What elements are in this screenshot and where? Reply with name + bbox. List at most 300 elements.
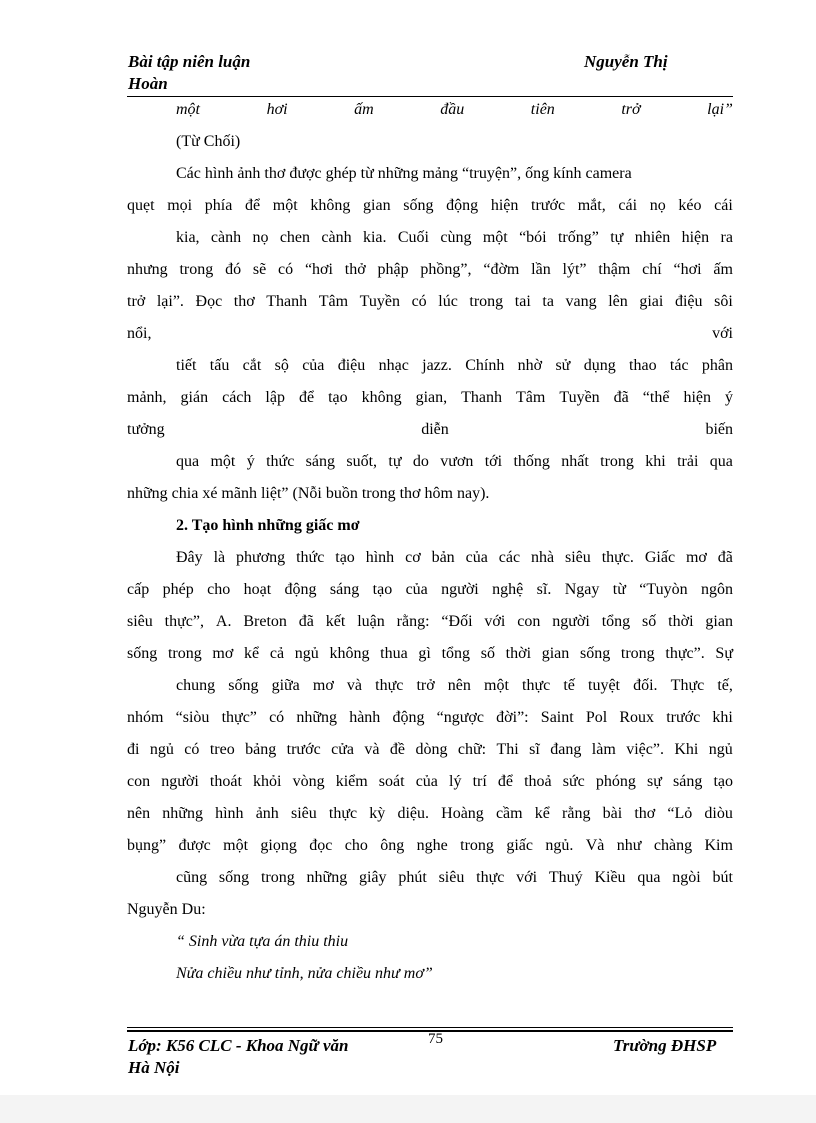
word: tai	[514, 293, 531, 310]
word: được	[178, 837, 211, 854]
text-line	[127, 292, 733, 312]
word: không	[329, 645, 370, 662]
word: tạo	[328, 389, 348, 406]
word: suốt,	[346, 453, 378, 470]
word: Sự	[715, 645, 733, 662]
word: Tâm	[318, 293, 349, 310]
text-line	[127, 836, 733, 856]
word: thực	[476, 869, 505, 886]
word: hiện	[490, 197, 519, 214]
word: “bói	[519, 229, 547, 246]
word: nên	[447, 677, 471, 694]
word: khỏi	[253, 773, 282, 790]
word: những	[296, 709, 338, 726]
page-bottom-band	[0, 1095, 816, 1123]
word: đời”:	[496, 709, 529, 726]
word: ngòi	[672, 869, 701, 886]
word: việc”.	[626, 741, 664, 758]
text-line	[127, 388, 733, 408]
word: sộ	[274, 357, 289, 374]
text-line	[127, 804, 733, 824]
word: “ngược	[436, 709, 484, 726]
word: mơ	[312, 677, 334, 694]
word: Các hình ảnh thơ được ghép từ những mảng “truyện”, ống kính camera	[176, 165, 632, 182]
text-line	[127, 324, 733, 344]
word: Kim	[704, 837, 733, 854]
word: để	[298, 389, 315, 406]
word: “thể	[642, 389, 670, 406]
word: Pol	[585, 709, 608, 726]
word: bài	[602, 805, 623, 822]
word: chen	[279, 229, 311, 246]
word: thua	[380, 645, 408, 662]
word: chí	[642, 261, 662, 278]
word: tạo	[713, 773, 733, 790]
word: người	[552, 613, 590, 630]
word: đã	[717, 549, 733, 566]
word: các	[498, 549, 521, 566]
word: không	[361, 389, 402, 406]
word: ngủ.	[545, 837, 574, 854]
word: điệu	[337, 357, 366, 374]
word: đề	[389, 741, 406, 758]
word: phồng”,	[420, 261, 472, 278]
word: bụng”	[127, 837, 167, 854]
word: Ngay	[564, 581, 600, 598]
word: sẽ	[252, 261, 267, 278]
word: cách	[222, 389, 252, 406]
word: chữ:	[457, 741, 487, 758]
word: đầu	[440, 101, 465, 118]
word: nghe	[416, 837, 448, 854]
word: tổng	[441, 645, 471, 662]
word: đi	[127, 741, 140, 758]
word: soát	[378, 773, 405, 790]
word: người	[441, 581, 479, 598]
word: ấm	[354, 101, 374, 118]
word: thực	[328, 805, 358, 822]
word: vươn	[440, 453, 474, 470]
word: có	[278, 261, 294, 278]
word: quẹt	[127, 197, 155, 214]
word: jazz.	[422, 357, 452, 374]
word: nhờ	[517, 357, 543, 374]
word: để	[245, 197, 261, 214]
word: Hoàng	[441, 805, 484, 822]
word: “hơi	[304, 261, 333, 278]
word: trở	[127, 293, 146, 310]
word: dụng	[583, 357, 616, 374]
word: nhiên	[634, 229, 671, 246]
word: động	[392, 709, 425, 726]
word: qua	[637, 869, 661, 886]
word: tạo	[335, 549, 355, 566]
word: ngủ	[149, 741, 174, 758]
word: giấc	[506, 837, 533, 854]
text-line	[176, 100, 733, 120]
word: giai	[639, 293, 664, 310]
word: gian	[705, 613, 733, 630]
word: để	[497, 773, 513, 790]
word: qua	[176, 453, 200, 470]
text-line	[127, 196, 733, 216]
header-rule	[127, 96, 733, 97]
word: sôi	[714, 293, 733, 310]
word: diễn	[421, 421, 449, 438]
word: hình	[215, 805, 244, 822]
word: trong	[179, 261, 214, 278]
word: kể	[534, 805, 550, 822]
word: của	[405, 581, 428, 598]
word: một	[484, 677, 509, 694]
word: sống	[218, 869, 250, 886]
word: “Tuyòn	[639, 581, 688, 598]
word: treo	[209, 741, 235, 758]
word: mắt,	[577, 197, 606, 214]
word: (Từ Chối)	[176, 133, 241, 150]
word: sự	[646, 773, 662, 790]
word: “Đối	[441, 613, 473, 630]
text-line	[127, 772, 733, 792]
word: với	[516, 869, 538, 886]
word: một	[223, 837, 249, 854]
word: những chia xé mãnh liệt” (Nỗi buồn trong thơ hôm nay).	[127, 485, 490, 502]
text-line	[176, 516, 733, 536]
word: kéo	[678, 197, 702, 214]
word: thao	[629, 357, 657, 374]
word: và	[364, 741, 380, 758]
word: sống	[127, 645, 158, 662]
word: gian	[541, 645, 570, 662]
word: bảng	[245, 741, 277, 758]
word: ngủ	[294, 645, 319, 662]
word: một	[482, 229, 508, 246]
word: Chính	[465, 357, 505, 374]
word: phép	[162, 581, 194, 598]
word: Nguyễn Du:	[127, 901, 206, 918]
word: Tuyền	[359, 293, 400, 310]
word: thơ	[233, 293, 255, 310]
word: qua	[709, 453, 733, 470]
word: đó	[225, 261, 242, 278]
word: sáng	[673, 773, 703, 790]
word: nọ	[252, 229, 269, 246]
word: gì	[418, 645, 431, 662]
word: cho	[344, 837, 368, 854]
text-line	[176, 932, 733, 952]
word: cái	[618, 197, 638, 214]
word: và	[346, 677, 363, 694]
word: Tâm	[516, 389, 546, 406]
word: trong	[460, 837, 494, 854]
word: rằng:	[396, 613, 430, 630]
word: của	[302, 357, 325, 374]
word: sáng	[329, 581, 360, 598]
word: nhất	[561, 453, 589, 470]
word: Thuý	[548, 869, 583, 886]
word: hành	[349, 709, 381, 726]
word: lý	[449, 773, 462, 790]
word: những	[162, 805, 203, 822]
word: Thanh	[266, 293, 308, 310]
word: kia.	[362, 229, 387, 246]
word: Đọc	[195, 293, 223, 310]
header-left-line1: Bài tập niên luận	[128, 52, 251, 71]
text-line	[127, 708, 733, 728]
word: thực”.	[665, 645, 705, 662]
header-right: Nguyễn Thị	[584, 52, 668, 71]
word: thực	[522, 677, 551, 694]
word: trước	[531, 197, 566, 214]
word: tự	[610, 229, 624, 246]
word: thức	[296, 549, 325, 566]
word: cho	[207, 581, 231, 598]
word: trong	[469, 293, 504, 310]
word: kia,	[176, 229, 200, 246]
word: Thi	[496, 741, 519, 758]
text-line	[176, 548, 733, 568]
word: nhạc	[378, 357, 409, 374]
word: Và	[585, 837, 605, 854]
word: điệu	[674, 293, 703, 310]
word: một	[210, 453, 236, 470]
word: ý	[724, 389, 733, 406]
word: nổi,	[127, 325, 152, 342]
word: nhưng	[127, 261, 168, 278]
word: hơi	[266, 101, 288, 118]
word: như	[616, 837, 642, 854]
word: ông	[380, 837, 405, 854]
text-line	[176, 452, 733, 472]
word: tác	[669, 357, 689, 374]
word: cả	[269, 645, 285, 662]
word: tưởng	[127, 421, 165, 438]
text-line	[176, 356, 733, 376]
word: “Lỏ	[667, 805, 693, 822]
word: phía	[204, 197, 233, 214]
text-line	[127, 420, 733, 440]
word: trước	[286, 741, 321, 758]
word: cành	[210, 229, 242, 246]
word: thoả	[524, 773, 552, 790]
word: sức	[562, 773, 585, 790]
word: tiên	[530, 101, 555, 118]
word: giây	[358, 869, 387, 886]
word: ảnh	[255, 805, 279, 822]
text-line	[127, 612, 733, 632]
word: vang	[565, 293, 597, 310]
word: người	[161, 773, 199, 790]
word: tiết	[176, 357, 197, 374]
word: Breton	[243, 613, 287, 630]
word: số	[480, 645, 495, 662]
word: dòng	[415, 741, 448, 758]
word: siêu	[127, 613, 153, 630]
word: trở	[416, 677, 435, 694]
word: mơ	[685, 549, 707, 566]
word: A.	[215, 613, 232, 630]
word: Đây	[176, 549, 203, 566]
word: có	[411, 293, 427, 310]
word: phút	[398, 869, 427, 886]
word: chung	[176, 677, 216, 694]
word: trải	[677, 453, 699, 470]
word: lên	[608, 293, 628, 310]
word: kỳ	[369, 805, 386, 822]
word: đã	[613, 389, 629, 406]
word: siêu	[565, 549, 591, 566]
word: nhà	[530, 549, 555, 566]
text-line	[176, 676, 733, 696]
word: của	[465, 549, 488, 566]
text-line	[127, 580, 733, 600]
word: biến	[705, 421, 733, 438]
word: ngôn	[700, 581, 733, 598]
word: lập	[265, 389, 285, 406]
word: thống	[513, 453, 550, 470]
word: những	[306, 869, 348, 886]
word: “ Sinh vừa tựa án thiu thiu	[176, 933, 349, 950]
word: trong	[600, 453, 634, 470]
word: bút	[712, 869, 733, 886]
word: tổng	[601, 613, 631, 630]
word: trong	[620, 645, 655, 662]
word: tạo	[372, 581, 393, 598]
word: lại”.	[156, 293, 184, 310]
word: tới	[484, 453, 503, 470]
word: cơ	[405, 549, 421, 566]
word: có	[184, 741, 200, 758]
word: rằng	[562, 805, 591, 822]
word: phân	[701, 357, 733, 374]
word: thực.	[601, 549, 634, 566]
word: diệu.	[397, 805, 429, 822]
word: lýt”	[562, 261, 587, 278]
word: Tuyền	[559, 389, 600, 406]
word: Cuối	[397, 229, 429, 246]
word: tấu	[209, 357, 230, 374]
word: nghệ	[492, 581, 524, 598]
word: mọi	[167, 197, 193, 214]
word: thời	[668, 613, 694, 630]
word: ý	[246, 453, 255, 470]
word: Khi	[674, 741, 699, 758]
word: đối.	[633, 677, 658, 694]
word: sống	[403, 197, 434, 214]
word: cành	[321, 229, 352, 246]
word: là	[213, 549, 226, 566]
word: gian,	[415, 389, 448, 406]
word: kể	[244, 645, 260, 662]
word: thở	[344, 261, 366, 278]
word: bản	[431, 549, 455, 566]
word: cùng	[440, 229, 472, 246]
text-line	[176, 228, 733, 248]
word: gian	[363, 197, 391, 214]
word: lại”	[707, 101, 733, 118]
word: gián	[180, 389, 209, 406]
word: nên	[127, 805, 151, 822]
text-line	[176, 964, 733, 984]
word: nọ	[649, 197, 666, 214]
word: đọc	[309, 837, 333, 854]
word: trở	[621, 101, 641, 118]
text-line	[176, 132, 733, 152]
word: siêu	[290, 805, 317, 822]
word: Saint	[540, 709, 574, 726]
text-line	[127, 484, 733, 504]
word: phập	[377, 261, 409, 278]
word: sống	[579, 645, 611, 662]
footer-left-line1: Lớp: K56 CLC - Khoa Ngữ văn	[128, 1036, 349, 1055]
word: kết	[325, 613, 346, 630]
footer-rule-top	[127, 1027, 733, 1028]
word: thực	[375, 677, 404, 694]
word: 2. Tạo hình những giấc mơ	[176, 517, 360, 534]
word: nhóm	[127, 709, 164, 726]
word: trước	[666, 709, 701, 726]
text-line	[176, 868, 733, 888]
footer-right: Trường ĐHSP	[613, 1036, 717, 1055]
header-left-line2: Hoàn	[128, 74, 168, 93]
word: hình	[365, 549, 395, 566]
word: có	[269, 709, 285, 726]
word: ra	[720, 229, 733, 246]
word: tế,	[717, 677, 733, 694]
word: động	[446, 197, 479, 214]
word: luận	[357, 613, 385, 630]
word: cầm	[495, 805, 523, 822]
word: “hơi	[673, 261, 702, 278]
word: tuyệt	[588, 677, 620, 694]
word: do	[412, 453, 429, 470]
word: hiện	[681, 229, 710, 246]
word: trống”	[557, 229, 599, 246]
text-line	[176, 164, 733, 184]
word: siêu	[438, 869, 465, 886]
word: khi	[645, 453, 666, 470]
word: diòu	[704, 805, 733, 822]
word: hiện	[683, 389, 711, 406]
word: trí	[472, 773, 487, 790]
word: đã	[298, 613, 314, 630]
word: cũng	[176, 869, 208, 886]
word: con	[127, 773, 151, 790]
word: phương	[236, 549, 286, 566]
word: động	[284, 581, 317, 598]
word: thậm	[598, 261, 631, 278]
word: giữa	[271, 677, 300, 694]
word: Giấc	[644, 549, 676, 566]
word: Thanh	[461, 389, 503, 406]
word: hoạt	[243, 581, 272, 598]
word: Nửa chiều như tỉnh, nửa chiều như mơ”	[176, 965, 433, 982]
word: kiểm	[335, 773, 368, 790]
word: sáng	[305, 453, 335, 470]
word: cấp	[127, 581, 150, 598]
word: sống	[228, 677, 259, 694]
word: từ	[612, 581, 626, 598]
word: vòng	[292, 773, 325, 790]
text-line	[127, 644, 733, 664]
page-number: 75	[428, 1031, 443, 1047]
word: sĩ.	[536, 581, 552, 598]
word: chàng	[653, 837, 693, 854]
word: làm	[591, 741, 616, 758]
word: cắt	[242, 357, 262, 374]
word: cửa	[331, 741, 354, 758]
word: ta	[542, 293, 554, 310]
